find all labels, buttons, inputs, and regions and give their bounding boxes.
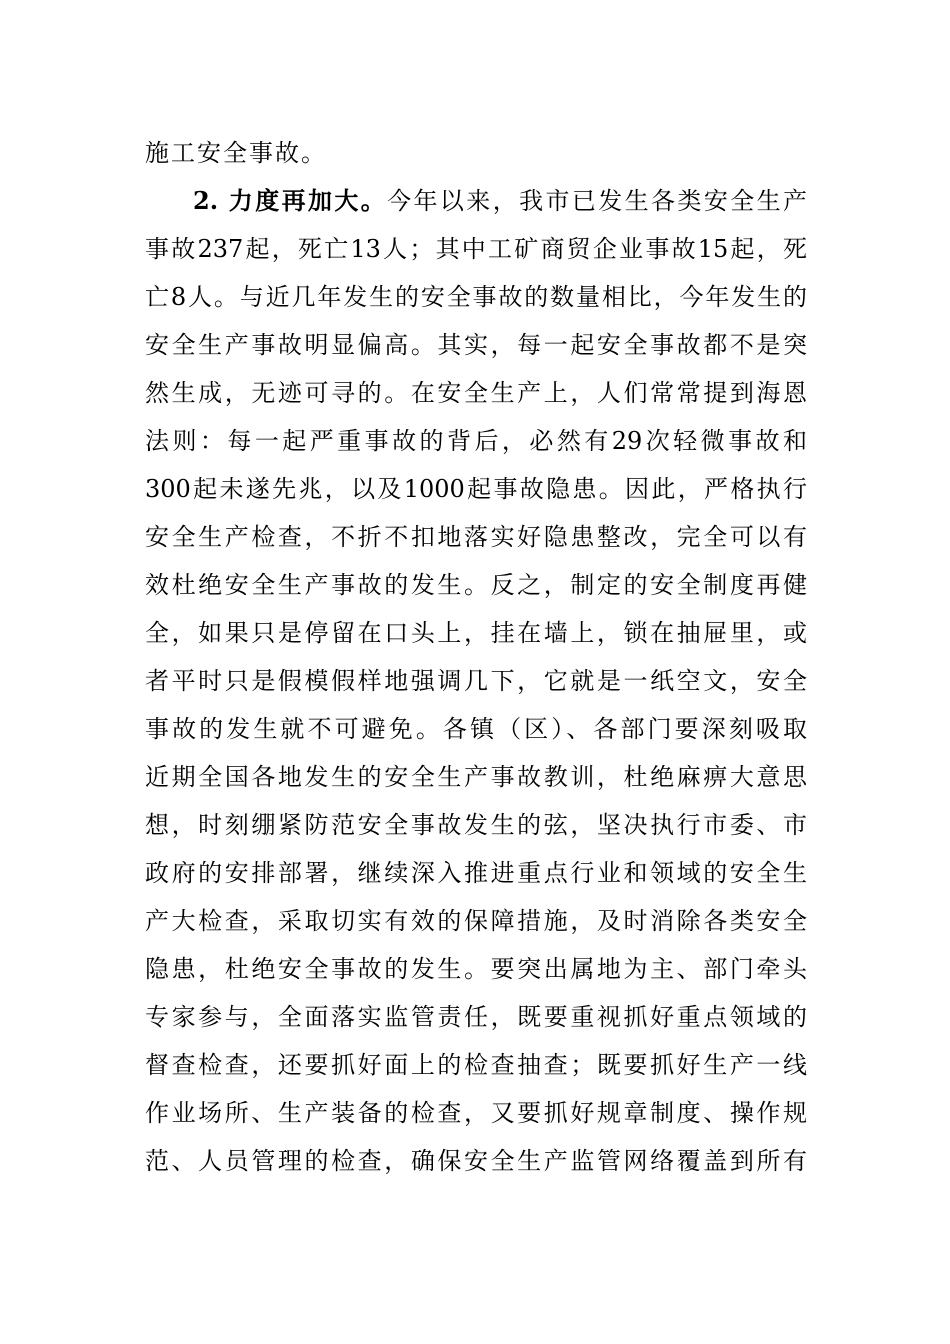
paragraph-2-line-20: 作业场所、生产装备的检查，又要抓好规章制度、操作规 bbox=[145, 1099, 807, 1127]
paragraph-1-tail: 施工安全事故。 bbox=[145, 139, 327, 167]
paragraph-2-line-10: 全，如果只是停留在口头上，挂在墙上，锁在抽屉里，或 bbox=[145, 619, 807, 647]
paragraph-2-line-12: 事故的发生就不可避免。各镇（区）、各部门要深刻吸取 bbox=[145, 715, 807, 743]
paragraph-2-line-1 bbox=[193, 183, 807, 219]
paragraph-2-line-5: 然生成，无迹可寻的。在安全生产上，人们常常提到海恩 bbox=[145, 379, 807, 407]
paragraph-2-line-4: 安全生产事故明显偏高。其实，每一起安全事故都不是突 bbox=[145, 331, 807, 359]
paragraph-2-line-1-text: 今年以来，我市已发生各类安全生产 bbox=[387, 187, 807, 215]
paragraph-2-line-2: 事故237起，死亡13人；其中工矿商贸企业事故15起，死 bbox=[145, 235, 807, 263]
paragraph-2-line-15: 政府的安排部署，继续深入推进重点行业和领域的安全生 bbox=[145, 859, 807, 887]
paragraph-2-line-17: 隐患，杜绝安全事故的发生。要突出属地为主、部门牵头 bbox=[145, 955, 807, 983]
paragraph-2-line-19: 督查检查，还要抓好面上的检查抽查；既要抓好生产一线 bbox=[145, 1051, 807, 1079]
paragraph-2-line-9: 效杜绝安全生产事故的发生。反之，制定的安全制度再健 bbox=[145, 571, 807, 599]
paragraph-2-line-3: 亡8人。与近几年发生的安全事故的数量相比，今年发生的 bbox=[145, 283, 807, 311]
paragraph-2-line-11: 者平时只是假模假样地强调几下，它就是一纸空文，安全 bbox=[145, 667, 807, 695]
paragraph-2-line-18: 专家参与，全面落实监管责任，既要重视抓好重点领域的 bbox=[145, 1003, 807, 1031]
paragraph-2-line-6: 法则：每一起严重事故的背后，必然有29次轻微事故和 bbox=[145, 427, 807, 455]
paragraph-2-heading: 2. 力度再加大。 bbox=[193, 186, 388, 215]
paragraph-2-line-16: 产大检查，采取切实有效的保障措施，及时消除各类安全 bbox=[145, 907, 807, 935]
paragraph-2-line-7: 300起未遂先兆，以及1000起事故隐患。因此，严格执行 bbox=[145, 475, 807, 503]
paragraph-2-line-14: 想，时刻绷紧防范安全事故发生的弦，坚决执行市委、市 bbox=[145, 811, 807, 839]
paragraph-2-line-8: 安全生产检查，不折不扣地落实好隐患整改，完全可以有 bbox=[145, 523, 807, 551]
paragraph-2-line-13: 近期全国各地发生的安全生产事故教训，杜绝麻痹大意思 bbox=[145, 763, 807, 791]
paragraph-2-line-21: 范、人员管理的检查，确保安全生产监管网络覆盖到所有 bbox=[145, 1147, 807, 1175]
